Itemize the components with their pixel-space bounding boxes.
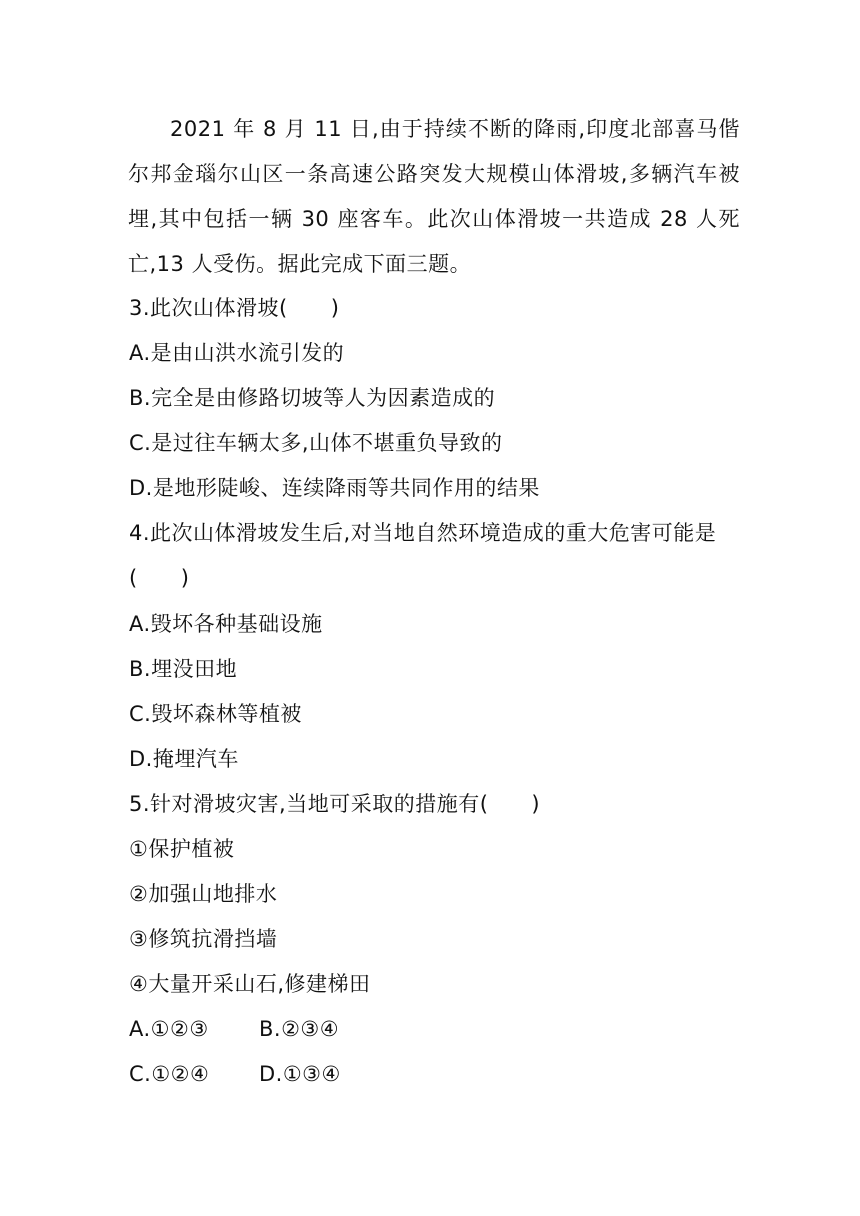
question-5-option-a: A.①②③ [129,1017,209,1041]
question-5-option-b: B.②③④ [259,1017,340,1041]
question-5-measure-2: ②加强山地排水 [129,882,278,906]
question-5-option-c: C.①②④ [129,1062,210,1086]
question-5-stem: 5.针对滑坡灾害,当地可采取的措施有( ) [129,792,541,816]
question-5-measure-3: ③修筑抗滑挡墙 [129,927,278,951]
question-3-option-b: B.完全是由修路切坡等人为因素造成的 [129,386,496,410]
question-4-answer-paren: ( ) [129,566,190,590]
question-5-options-row-1 [129,1014,339,1044]
question-3-stem: 3.此次山体滑坡( ) [129,296,340,320]
reading-passage: 2021 年 8 月 11 日,由于持续不断的降雨,印度北部喜马偕尔邦金瑙尔山区一条高速公路突发大规模山体滑坡,多辆汽车被埋,其中包括一辆 30 座客车。此次山体滑坡一共造成 28 人死亡,13 人受伤。据此完成下面三题。 [128,117,740,276]
question-3-option-d: D.是地形陡峻、连续降雨等共同作用的结果 [129,476,540,500]
question-4-stem: 4.此次山体滑坡发生后,对当地自然环境造成的重大危害可能是 [129,521,717,545]
question-3-option-c: C.是过往车辆太多,山体不堪重负导致的 [129,431,503,455]
question-3-option-a: A.是由山洪水流引发的 [129,341,345,365]
question-5-options-row-2 [129,1059,341,1089]
question-4-option-b: B.埋没田地 [129,657,238,681]
question-4-option-a: A.毁坏各种基础设施 [129,612,323,636]
question-4-option-d: D.掩埋汽车 [129,747,239,771]
question-5-option-d: D.①③④ [259,1062,341,1086]
question-5-measure-1: ①保护植被 [129,837,235,861]
question-5-measure-4: ④大量开采山石,修建梯田 [129,972,371,996]
question-4-option-c: C.毁坏森林等植被 [129,702,302,726]
